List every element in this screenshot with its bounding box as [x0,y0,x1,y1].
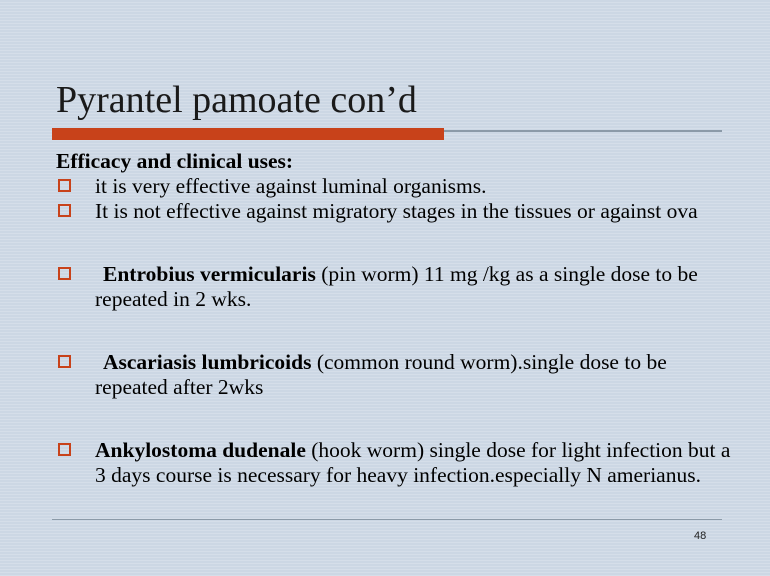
bullet-bold-term: Ankylostoma dudenale [95,438,306,462]
bullet-bold-term: Ascariasis lumbricoids [103,350,312,374]
square-bullet-icon [58,355,71,368]
title-rule [444,130,722,132]
bullet-item [56,262,736,312]
bullet-text: It is not effective against migratory stages in the tissues or against ova [95,199,698,223]
title-accent-bar [52,128,444,140]
bullet-bold-term: Entrobius vermicularis [103,262,316,286]
bullet-item [56,350,736,400]
square-bullet-icon [58,179,71,192]
bullet-item [56,199,736,224]
page-number: 48 [694,530,707,542]
bullet-text: (pin worm) 11 mg /kg as a single dose to be repeated in 2 wks. [95,262,698,311]
square-bullet-icon [58,443,71,456]
footer-rule [52,519,722,520]
square-bullet-icon [58,267,71,280]
bullet-item [56,438,736,488]
bullet-text: (common round worm).single dose to be repeated after 2wks [95,350,667,399]
slide-body [56,148,736,488]
bullet-item [56,174,736,199]
bullet-text: it is very effective against luminal organisms. [95,174,487,198]
slide-title: Pyrantel pamoate con’d [56,79,417,121]
bullet-text: (hook worm) single dose for light infection but a 3 days course is necessary for heavy infection.especially N amerianus. [95,438,731,487]
square-bullet-icon [58,204,71,217]
section-heading: Efficacy and clinical uses: [56,149,294,173]
